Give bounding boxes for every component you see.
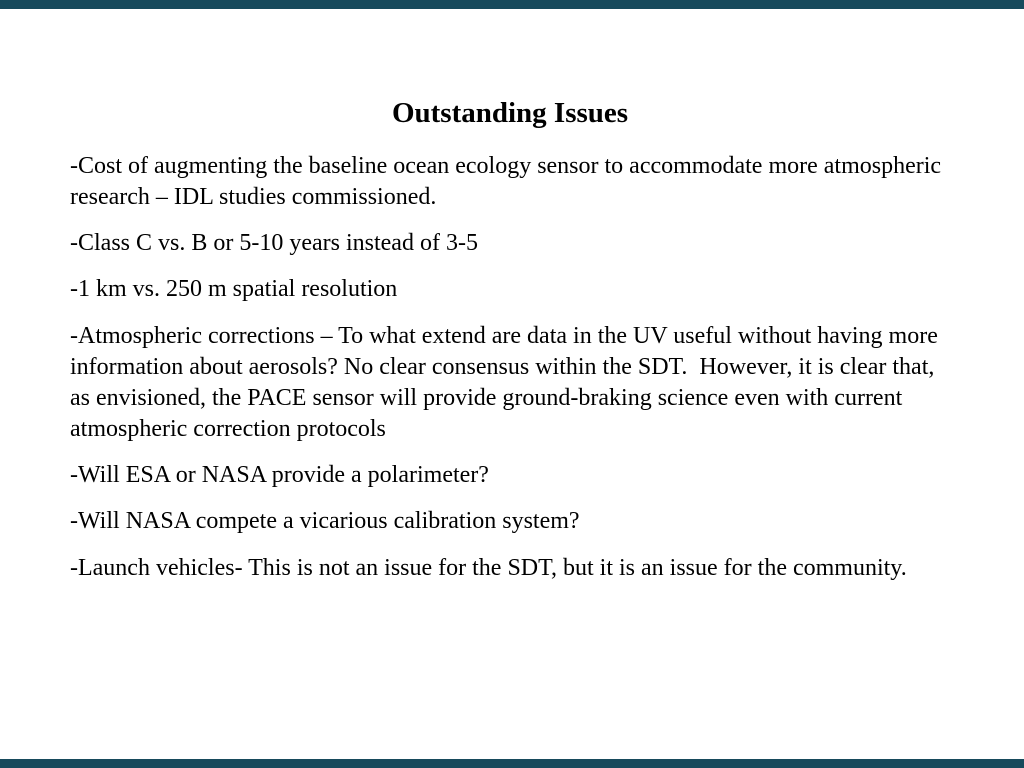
slide-bullet-cost: -Cost of augmenting the baseline ocean ecology sensor to accommodate more atmospheric research – IDL studies commissioned. bbox=[70, 152, 948, 210]
slide-bullet-launch: -Launch vehicles- This is not an issue for the SDT, but it is an issue for the community. bbox=[70, 554, 907, 581]
slide-top-border-bar bbox=[0, 0, 1024, 9]
slide-bullet-resolution: -1 km vs. 250 m spatial resolution bbox=[70, 276, 398, 303]
slide-content-area bbox=[70, 96, 950, 599]
slide-bullet-class: -Class C vs. B or 5-10 years instead of 3-5 bbox=[70, 230, 478, 257]
slide-bullet-atmospheric: -Atmospheric corrections – To what extend are data in the UV useful without having more information about aerosols? No clear consensus within the SDT. However, it is clear that, as envisioned, the PACE sensor will provide ground-braking science even with current atmospheric correction protocols bbox=[70, 322, 944, 443]
slide-bottom-border-bar bbox=[0, 759, 1024, 768]
slide-title: Outstanding Issues bbox=[391, 97, 629, 129]
slide-bullet-calibration: -Will NASA compete a vicarious calibration system? bbox=[70, 508, 580, 535]
slide-bullet-polarimeter: -Will ESA or NASA provide a polarimeter? bbox=[70, 462, 489, 489]
